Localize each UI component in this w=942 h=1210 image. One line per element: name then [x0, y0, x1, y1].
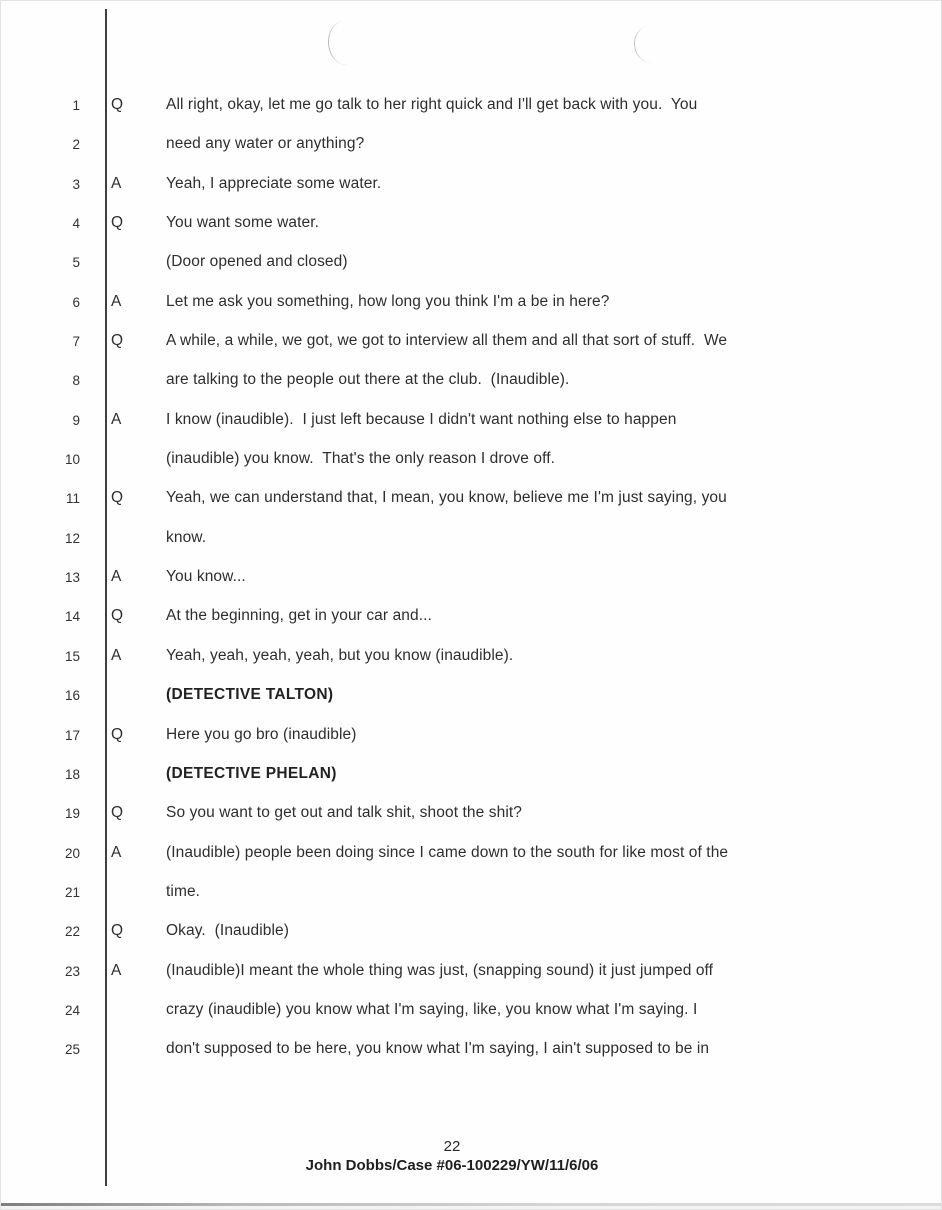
transcript-line — [1, 686, 941, 725]
line-text: You know... — [166, 568, 246, 586]
footer-case-line: John Dobbs/Case #06-100229/YW/11/6/06 — [305, 1157, 599, 1174]
transcript-line — [1, 1001, 941, 1040]
line-number: 8 — [72, 373, 80, 389]
speaker-label: Q — [111, 214, 124, 232]
line-number: 20 — [64, 845, 80, 861]
speaker-label: Q — [111, 922, 124, 940]
line-number: 5 — [72, 255, 80, 271]
line-text: Okay. (Inaudible) — [166, 922, 289, 940]
line-text: (inaudible) you know. That's the only reason I drove off. — [166, 450, 556, 468]
transcript-line — [1, 765, 941, 804]
line-number: 17 — [64, 727, 80, 743]
speaker-label: Q — [111, 489, 124, 507]
transcript-line — [1, 214, 941, 253]
line-number: 16 — [64, 688, 80, 704]
transcript-line — [1, 450, 941, 489]
transcript-line — [1, 962, 941, 1001]
transcript-line — [1, 607, 941, 646]
speaker-label: A — [111, 410, 122, 428]
line-number: 19 — [64, 806, 80, 822]
line-number: 14 — [64, 609, 80, 625]
transcript-line — [1, 293, 941, 332]
line-number: 2 — [72, 137, 80, 153]
line-text-detective-talton: (DETECTIVE TALTON) — [166, 686, 334, 704]
line-text: (Door opened and closed) — [166, 253, 348, 271]
scan-bottom-margin — [1, 1206, 941, 1209]
speaker-label: Q — [111, 804, 124, 822]
transcript-line — [1, 371, 941, 410]
transcript-line — [1, 726, 941, 765]
line-text: crazy (inaudible) you know what I'm saying, like, you know what I'm saying. I — [166, 1000, 698, 1018]
line-text: time. — [166, 882, 201, 900]
line-text: (Inaudible) people been doing since I came down to the south for like most of the — [166, 843, 729, 861]
speaker-label: A — [111, 646, 122, 664]
line-number: 24 — [64, 1002, 80, 1018]
line-number: 4 — [72, 216, 80, 232]
speaker-label: A — [111, 843, 122, 861]
line-text: Here you go bro (inaudible) — [166, 725, 357, 743]
line-text: Yeah, I appreciate some water. — [166, 174, 382, 192]
line-number: 9 — [72, 412, 80, 428]
line-number: 10 — [64, 452, 80, 468]
transcript-line — [1, 883, 941, 922]
speaker-label: Q — [111, 725, 124, 743]
page-footer — [1, 1138, 903, 1174]
line-number: 3 — [72, 176, 80, 192]
speaker-label: Q — [111, 332, 124, 350]
line-text: (Inaudible)I meant the whole thing was just, (snapping sound) it just jumped off — [166, 961, 714, 979]
transcript-line — [1, 175, 941, 214]
line-text: are talking to the people out there at the club. (Inaudible). — [166, 371, 570, 389]
transcript-line — [1, 332, 941, 371]
line-number: 18 — [64, 766, 80, 782]
transcript-line — [1, 135, 941, 174]
scan-artifact-arc-left — [326, 19, 365, 66]
line-text: At the beginning, get in your car and... — [166, 607, 432, 625]
transcript-lines — [1, 96, 941, 1080]
line-text-detective-phelan: (DETECTIVE PHELAN) — [166, 764, 337, 782]
line-number: 7 — [72, 334, 80, 350]
transcript-line — [1, 529, 941, 568]
speaker-label: A — [111, 292, 122, 310]
transcript-line — [1, 96, 941, 135]
line-text: I know (inaudible). I just left because I didn't want nothing else to happen — [166, 410, 677, 428]
line-number: 22 — [64, 924, 80, 940]
line-text: know. — [166, 528, 207, 546]
line-text: You want some water. — [166, 214, 320, 232]
line-number: 12 — [64, 530, 80, 546]
transcript-line — [1, 253, 941, 292]
line-text: Yeah, yeah, yeah, yeah, but you know (inaudible). — [166, 646, 514, 664]
line-number: 21 — [64, 884, 80, 900]
line-number: 25 — [64, 1042, 80, 1058]
line-number: 23 — [64, 963, 80, 979]
line-text: don't supposed to be here, you know what I'm saying, I ain't supposed to be in — [166, 1040, 710, 1058]
transcript-line — [1, 922, 941, 961]
transcript-line — [1, 1040, 941, 1079]
speaker-label: Q — [111, 607, 124, 625]
line-text: A while, a while, we got, we got to interview all them and all that sort of stuff. We — [166, 332, 728, 350]
page-number: 22 — [443, 1138, 461, 1155]
line-text: Let me ask you something, how long you think I'm a be in here? — [166, 292, 610, 310]
speaker-label: A — [111, 568, 122, 586]
transcript-line — [1, 647, 941, 686]
transcript-line — [1, 804, 941, 843]
line-text: Yeah, we can understand that, I mean, you know, believe me I'm just saying, you — [166, 489, 727, 507]
speaker-label: A — [111, 961, 122, 979]
line-number: 6 — [72, 294, 80, 310]
line-number: 15 — [64, 648, 80, 664]
line-number: 1 — [72, 98, 80, 113]
line-text: All right, okay, let me go talk to her right quick and I'll get back with you. You — [166, 96, 698, 113]
transcript-line — [1, 411, 941, 450]
speaker-label: A — [111, 174, 122, 192]
transcript-line — [1, 489, 941, 528]
line-number: 11 — [65, 491, 80, 507]
line-text: So you want to get out and talk shit, shoot the shit? — [166, 804, 522, 822]
scan-artifact-arc-right — [633, 24, 671, 64]
transcript-line — [1, 844, 941, 883]
transcript-line — [1, 568, 941, 607]
speaker-label: Q — [111, 96, 124, 113]
line-text: need any water or anything? — [166, 135, 365, 153]
line-number: 13 — [64, 570, 80, 586]
